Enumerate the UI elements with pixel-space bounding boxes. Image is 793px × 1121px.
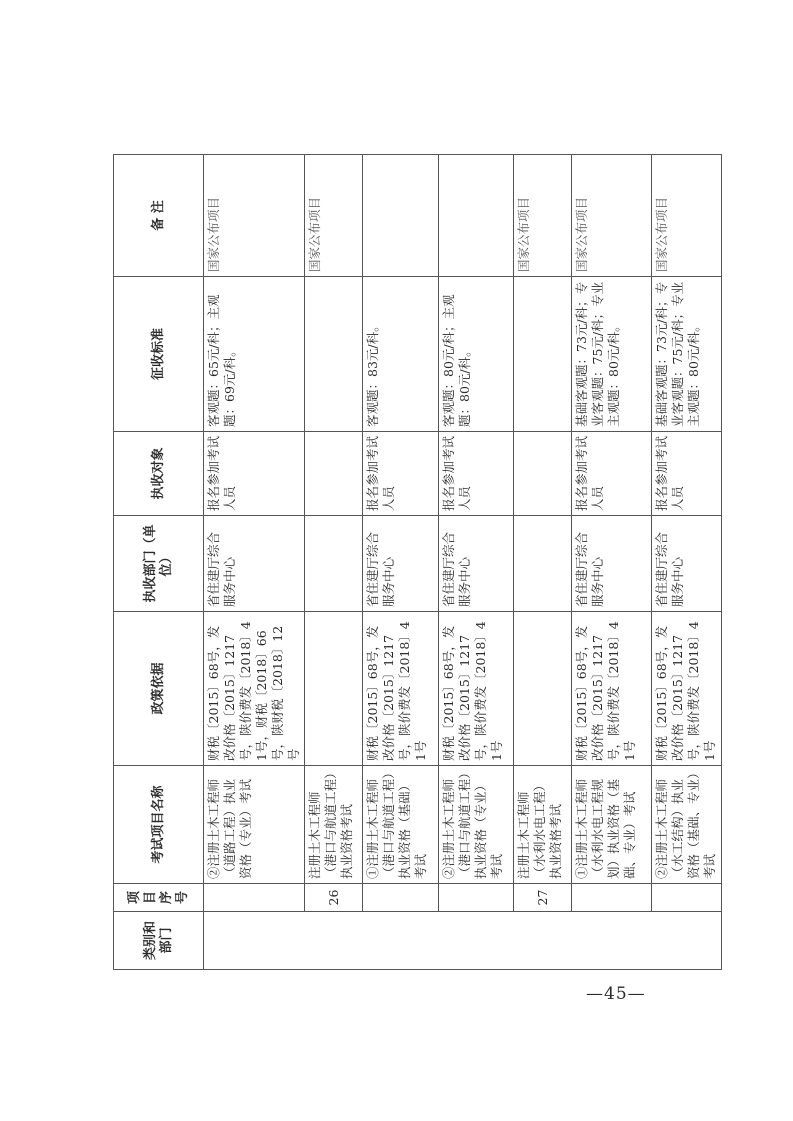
- remark-cell: 国家公布项目: [572, 155, 652, 277]
- header-target: 执收对象: [114, 432, 204, 516]
- header-dept: 执收部门（单位）: [114, 516, 204, 612]
- dept-cell: 省住建厅综合服务中心: [572, 516, 652, 612]
- standard-cell: 基础客观题：73元/科；专业客观题：75元/科；专业主观题：80元/科。: [572, 277, 652, 432]
- policy-cell: 财税〔2015〕68号，发改价格〔2015〕1217号，陕价费发〔2018〕41号，财税〔2018〕66号，陕财税〔2018〕12号: [204, 612, 305, 766]
- table-row: [305, 155, 363, 970]
- standard-cell: [514, 277, 572, 432]
- page-number: —45—: [586, 984, 646, 1004]
- exam-name-cell: ①注册土木工程师（水利水电工程规划）执业资格（基础、专业）考试: [572, 766, 652, 884]
- standard-cell: [305, 277, 363, 432]
- header-exam-name: 考试项目名称: [114, 766, 204, 884]
- remark-cell: 国家公布项目: [652, 155, 722, 277]
- policy-cell: 财税〔2015〕68号，发改价格〔2015〕1217号，陕价费发〔2018〕41号: [363, 612, 439, 766]
- target-cell: 报名参加考试人员: [204, 432, 305, 516]
- category-cell: [204, 912, 722, 970]
- item-no-cell: [204, 884, 305, 912]
- target-cell: 报名参加考试人员: [439, 432, 514, 516]
- dept-cell: 省住建厅综合服务中心: [439, 516, 514, 612]
- table-row: [514, 155, 572, 970]
- item-no-cell: [652, 884, 722, 912]
- table-row: [204, 155, 305, 970]
- exam-name-cell: ②注册土木工程师（港口与航道工程）执业资格（专业）考试: [439, 766, 514, 884]
- remark-cell: [363, 155, 439, 277]
- remark-cell: 国家公布项目: [305, 155, 363, 277]
- exam-name-cell: 注册土木工程师（水利水电工程）执业资格考试: [514, 766, 572, 884]
- exam-name-cell: 注册土木工程师（港口与航道工程）执业资格考试: [305, 766, 363, 884]
- table-row: [439, 155, 514, 970]
- target-cell: 报名参加考试人员: [652, 432, 722, 516]
- policy-cell: [514, 612, 572, 766]
- target-cell: 报名参加考试人员: [363, 432, 439, 516]
- item-no-cell: [363, 884, 439, 912]
- header-item-no: 项目序号: [114, 884, 204, 912]
- remark-cell: 国家公布项目: [514, 155, 572, 277]
- standard-cell: 基础客观题：73元/科；专业客观题：75元/科；专业主观题：80元/科。: [652, 277, 722, 432]
- dept-cell: 省住建厅综合服务中心: [363, 516, 439, 612]
- dept-cell: 省住建厅综合服务中心: [204, 516, 305, 612]
- item-no-cell: 26: [305, 884, 363, 912]
- exam-name-cell: ②注册土木工程师（道路工程）执业资格（专业）考试: [204, 766, 305, 884]
- standard-cell: 客观题：83元/科。: [363, 277, 439, 432]
- header-standard: 征收标准: [114, 277, 204, 432]
- header-category: 类别和部门: [114, 912, 204, 970]
- header-policy: 政策依据: [114, 612, 204, 766]
- target-cell: [514, 432, 572, 516]
- table-row: [363, 155, 439, 970]
- policy-cell: 财税〔2015〕68号，发改价格〔2015〕1217号，陕价费发〔2018〕41号: [439, 612, 514, 766]
- exam-name-cell: ①注册土木工程师（港口与航道工程）执业资格（基础）考试: [363, 766, 439, 884]
- policy-cell: 财税〔2015〕68号，发改价格〔2015〕1217号，陕价费发〔2018〕41号: [572, 612, 652, 766]
- item-no-cell: 27: [514, 884, 572, 912]
- item-no-cell: [439, 884, 514, 912]
- table-row: [652, 155, 722, 970]
- header-remark: 备 注: [114, 155, 204, 277]
- standard-cell: 客观题：65元/科；主观题：69元/科。: [204, 277, 305, 432]
- exam-name-cell: ②注册土木工程师（水工结构）执业资格（基础、专业）考试: [652, 766, 722, 884]
- target-cell: 报名参加考试人员: [572, 432, 652, 516]
- table-row: [572, 155, 652, 970]
- rotated-table-wrapper: [113, 155, 717, 970]
- remark-cell: 国家公布项目: [204, 155, 305, 277]
- policy-cell: [305, 612, 363, 766]
- policy-cell: 财税〔2015〕68号，发改价格〔2015〕1217号，陕价费发〔2018〕41号: [652, 612, 722, 766]
- target-cell: [305, 432, 363, 516]
- dept-cell: [514, 516, 572, 612]
- dept-cell: 省住建厅综合服务中心: [652, 516, 722, 612]
- exam-fee-table: [113, 154, 722, 970]
- remark-cell: [439, 155, 514, 277]
- item-no-cell: [572, 884, 652, 912]
- standard-cell: 客观题：80元/科；主观题：80元/科。: [439, 277, 514, 432]
- dept-cell: [305, 516, 363, 612]
